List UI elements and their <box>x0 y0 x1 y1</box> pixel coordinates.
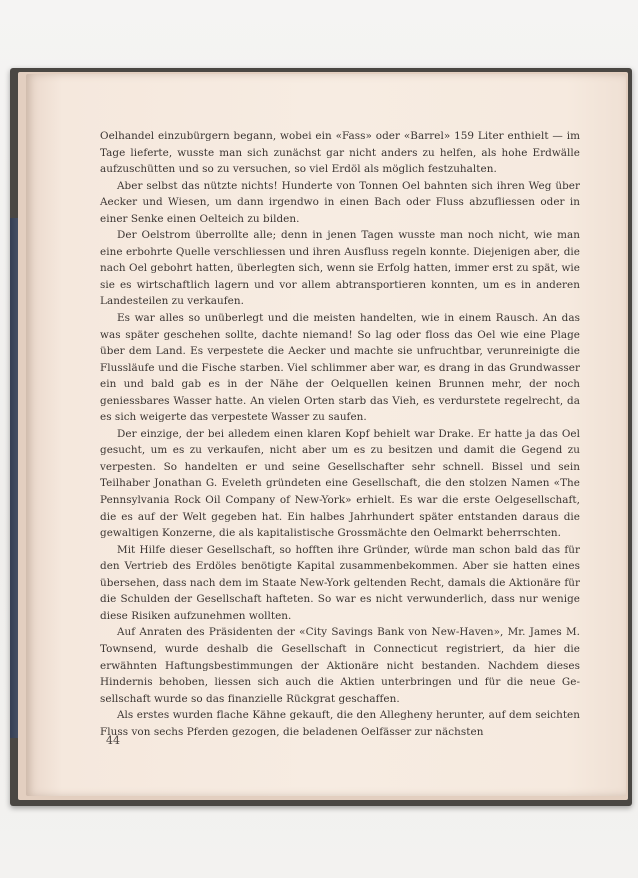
book-page <box>26 74 626 796</box>
paragraph: Aber selbst das nützte nichts! Hunderte von Tonnen Oel bahnten sich ihren Weg über Aecker und Wiesen, um dann irgendwo in einen Bach oder Fluss abzufliessen oder in einer Senke einen Oelteich zu bilden. <box>100 179 580 225</box>
paragraph: Oelhandel einzubürgern begann, wobei ein «Fass» oder «Barrel» 159 Liter enthielt — im Tage lieferte, wusste man sich zunächst gar nicht anders zu helfen, als hohe Erdwälle aufzuschütten und so zu versuchen, so viel Erdöl als möglich festzuhalten. <box>100 130 580 176</box>
page-number: 44 <box>106 734 120 747</box>
body-text <box>100 128 580 740</box>
paragraph: Der Oelstrom überrollte alle; denn in jenen Tagen wusste man noch nicht, wie man eine erbohrte Quelle verschliessen und ihren Ausfluss regeln konnte. Diejenigen aber, die nach Oel gebohrt hatten, überlegten sich, wenn sie Erfolg hatten, immer erst zu spät, wie sie es wirtschaftlich lagern und vor allem abtransportieren konnten, um es in anderen Landesteilen zu verkaufen. <box>100 229 580 308</box>
paragraph: Der einzige, der bei alledem einen klaren Kopf behielt war Drake. Er hatte ja das Oel gesucht, um es zu verkaufen, nicht aber um es zu besitzen und damit die Gegend zu verpesten. So handelten er und seine Gesellschafter sehr schnell. Bissel und sein Teilhaber Jonathan G. Eveleth gründeten eine Gesellschaft, die den stolzen Namen «The Pennsylvania Rock Oil Company of New-York» erhielt. Es war die erste Oelgesellschaft, die es auf der Welt gegeben hat. Ein halbes Jahrhundert später entstanden daraus die gewaltigen Konzerne, die als kapitalistische Grossmächte den Oelmarkt beherrschten. <box>100 427 580 540</box>
paragraph: Als erstes wurden flache Kähne gekauft, die den Allegheny herunter, auf dem seichten Fluss von sechs Pferden gezogen, die beladenen Oelfässer zur nächsten <box>100 709 580 738</box>
paragraph: Es war alles so unüberlegt und die meisten handelten, wie in einem Rausch. An das was später geschehen sollte, dachte niemand! So lag oder floss das Oel wie eine Plage über dem Land. Es verpestete die Aecker und machte sie unfruchtbar, verunreinigte die Flussläufe und die Fische starben. Viel schlimmer aber war, es drang in das Grundwasser ein und bald gab es in der Nähe der Oelquellen keinen Brunnen mehr, der noch geniessbares Wasser hatte. An vielen Orten starb das Vieh, es verdurstete regelrecht, da es sich weigerte das verpestete Wasser zu saufen. <box>100 312 580 424</box>
paragraph: Mit Hilfe dieser Gesellschaft, so hofften ihre Gründer, würde man schon bald das für den Vertrieb des Erdöles benötigte Kapital zusammenbekommen. Aber sie hatten eines übersehen, dass nach dem im Staate New-York geltenden Recht, damals die Aktionäre für die Schulden der Gesellschaft hafteten. So war es nicht verwunderlich, dass nur wenige diese Risiken aufzunehmen wollten. <box>100 543 580 622</box>
paragraph: Auf Anraten des Präsidenten der «City Savings Bank von New-Haven», Mr. James M. Townsend, wurde deshalb die Gesellschaft in Connecticut registriert, da hier die erwähnten Haftungsbestimmungen der Aktionäre nicht bestanden. Nachdem dieses Hindernis behoben, liessen sich auch die Aktien unterbringen und für die neue Gesellschaft wurde so das finanzielle Rückgrat geschaffen. <box>100 626 580 705</box>
